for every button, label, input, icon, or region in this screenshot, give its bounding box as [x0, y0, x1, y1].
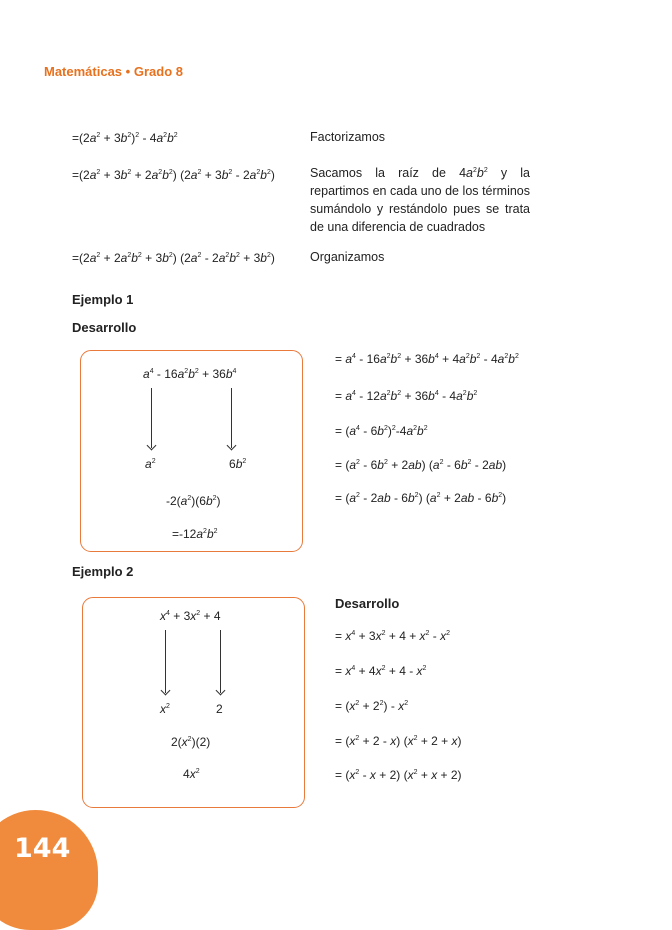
example-2-arrow-left [165, 630, 166, 693]
page-number-badge [0, 810, 98, 930]
intro-expression-1: $=(2a^2 + 3b^2)^2 - 4a^2b^2$ [72, 131, 178, 145]
intro-expression-3: $=(2a^2 + 2a^2b^2 + 3b^2)$ $(2a^2 - 2a^2b^2 + 3b^2)$ [72, 251, 275, 265]
example-1-title: Ejemplo 1 [72, 292, 134, 307]
intro-expression-2: $=(2a^2 + 3b^2 + 2a^2b^2) (2a^2 + 3b^2 - 2a^2b^2)$ [72, 168, 275, 182]
example-2-step-2: = $x^4 + 4x^2 + 4 - x^2$ [335, 664, 427, 678]
header-subject: Matemáticas [44, 64, 123, 79]
example-2-step-3: = $(x^2 + 2^2) - x^2$ [335, 699, 409, 713]
example-1-step-2: = $a^4 - 12a^2b^2 + 36b^4 - 4a^2b^2$ [335, 389, 478, 403]
page-number: 144 [14, 833, 71, 864]
running-header [44, 64, 183, 79]
intro-note-1: Factorizamos [310, 130, 386, 144]
example-1-step-1: = $a^4 - 16a^2b^2 + 36b^4 + 4a^2b^2 - 4a^2b^2$ [335, 352, 519, 366]
example-1-trinomial: $a^4 - 16a^2b^2 + 36b^4$ [143, 367, 237, 381]
example-2-step-4: = $(x^2 + 2 - x) (x^2 + 2 + x)$ [335, 734, 462, 748]
example-2-double-product: $2(x^2)(2)$ [171, 735, 211, 749]
example-1-subtitle: Desarrollo [72, 320, 137, 335]
example-2-step-1: = $x^4 + 3x^2 + 4 + x^2 - x^2$ [335, 629, 451, 643]
example-2-trinomial: $x^4 + 3x^2 + 4$ [160, 609, 221, 623]
example-2-subtitle: Desarrollo [335, 596, 400, 611]
example-1-arrow-left [151, 388, 152, 448]
example-1-root-a: $a^2$ [145, 457, 156, 471]
example-2-double-product-result: $4x^2$ [183, 767, 200, 781]
intro-note-3: Organizamos [310, 250, 385, 264]
example-1-double-product-result: $=-12a^2b^2$ [172, 527, 218, 541]
example-2-root-2: 2 [216, 702, 223, 716]
header-grade: Grado 8 [133, 64, 183, 79]
example-2-root-x: $x^2$ [160, 702, 170, 716]
example-1-double-product: $-2(a^2)(6b^2)$ [166, 494, 221, 508]
example-2-arrow-right [220, 630, 221, 693]
example-1-root-b: $6b^2$ [229, 457, 247, 471]
example-2-title: Ejemplo 2 [72, 564, 134, 579]
example-1-step-3: = $(a^4 - 6b^2)^2-4a^2b^2$ [335, 424, 428, 438]
example-1-step-4: = $(a^2 - 6b^2 + 2ab)$ $(a^2 - 6b^2 - 2ab)$ [335, 458, 507, 472]
intro-note-2: Sacamos la raíz de $4a^2b^2$ y la repartimos en cada uno de los términos sumándolo y restándolo pues se trata de una diferencia de cuadrados [310, 166, 530, 234]
header-bullet: • [125, 64, 131, 79]
example-1-step-5: = $(a^2 - 2ab - 6b^2) (a^2 + 2ab - 6b^2)$ [335, 491, 507, 505]
example-1-arrow-right [231, 388, 232, 448]
example-2-step-5: = $(x^2 - x + 2) (x^2 + x + 2)$ [335, 768, 462, 782]
